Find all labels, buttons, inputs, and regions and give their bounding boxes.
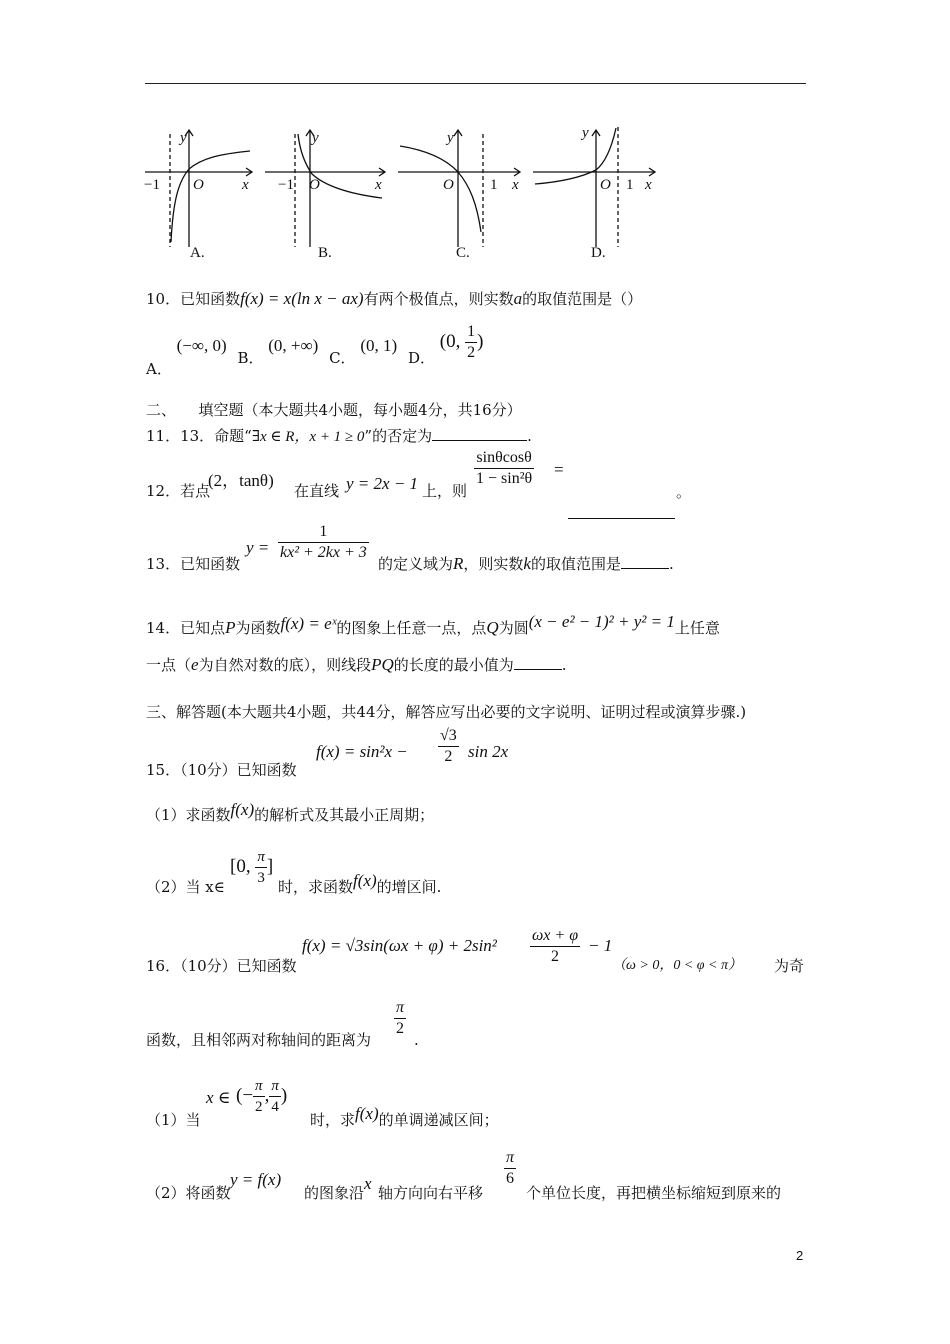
q10-opt-d-den: 2 [467, 344, 476, 361]
q16-p2x: x [364, 1174, 372, 1193]
q13-num: 1 [278, 522, 369, 543]
q16-p1-rest [310, 1104, 499, 1130]
q10-opt-d-post: ) [477, 330, 484, 352]
q10-opt-c-key: C． [329, 348, 356, 367]
q12-pre: 12．若点 [146, 482, 211, 500]
q16-p1-frac2 [269, 1076, 281, 1117]
q13-mid2: ，则实数 [463, 555, 524, 573]
q12-fraction [474, 448, 534, 489]
q13-lhs: y = [246, 538, 270, 557]
q16-p2a: （2）将函数 [146, 1184, 231, 1202]
q15-int-post: ] [266, 855, 274, 877]
graph-d-x: x [645, 177, 652, 193]
graph-c-x: x [512, 177, 519, 193]
q16-p1-interval [236, 1076, 287, 1117]
graph-d-origin: O [600, 177, 611, 193]
q15-p2-rest [278, 871, 442, 897]
q16-p2f: y = f(x) [230, 1170, 282, 1189]
q16-func-a: f(x) = √3sin(ωx + φ) + 2sin² [302, 936, 497, 955]
q14-pq: PQ [371, 655, 394, 674]
question-11 [146, 426, 532, 447]
q13-mid: 的定义域为 [378, 555, 454, 573]
q12-blank[interactable] [568, 500, 675, 519]
q10-opt-d-num: 1 [465, 322, 477, 343]
q16-pi-den: 2 [396, 1020, 404, 1037]
question-10-options [146, 323, 484, 378]
q15-num: √3 [438, 726, 459, 747]
section-3-heading: 三、解答题(本大题共4小题，共44分，解答应写出必要的文字说明、证明过程或演算步骤.) [146, 703, 747, 721]
q14-end: . [561, 656, 567, 674]
q16-cond: （ω > 0，0 < φ < π） [612, 958, 742, 973]
q14-mid3: 为圆 [498, 619, 529, 637]
graph-a-y: y [180, 130, 187, 146]
q11-end: . [527, 427, 532, 445]
q13-den: kx² + 2kx + 3 [280, 544, 367, 561]
q16-pi-frac [394, 998, 406, 1039]
q14-pre: 14．已知点 [146, 619, 226, 637]
q16-p2b: 的图象沿 [304, 1184, 365, 1202]
graph-b-origin: O [309, 177, 320, 193]
q16-frac [530, 926, 580, 967]
q12-den: 1 − sin²θ [476, 470, 533, 487]
answer-graphs [140, 122, 660, 267]
q13-fraction [278, 522, 369, 563]
q10-tail: 的取值范围是（） [522, 290, 643, 308]
graph-b-x: x [375, 177, 382, 193]
q12-point: (2，tanθ) [208, 471, 274, 490]
q16-p2e: 个单位长度，再把横坐标缩短到原来的 [526, 1184, 782, 1202]
graph-d [533, 127, 655, 247]
q15-part1 [146, 800, 435, 825]
q16-p1a: （1）当 [146, 1111, 201, 1129]
graph-a-origin: O [193, 177, 204, 193]
q11-tail: ”的否定为 [364, 427, 433, 445]
q14-mid2: 的图象上任意一点，点 [336, 619, 487, 637]
q16-p2-frac [504, 1148, 516, 1189]
q10-number: 10．已知函数 [146, 290, 241, 308]
q10-opt-d-key: D． [407, 348, 435, 367]
q15-func-b: sin 2x [468, 742, 509, 761]
graph-a-label: A. [190, 245, 205, 261]
q11-blank[interactable] [432, 440, 527, 441]
graph-d-y: y [582, 125, 589, 141]
q15-int-frac [255, 847, 267, 888]
q16-l2b: . [414, 1031, 419, 1049]
q10-opt-d [439, 323, 484, 361]
q16-p2-num: π [504, 1148, 516, 1169]
q16-p1-d2: 4 [271, 1099, 279, 1115]
q14-p: P [225, 618, 236, 637]
q15-p2b: 时，求函数 [278, 878, 354, 896]
q16-den: 2 [551, 948, 560, 965]
q16-func-b: − 1 [588, 936, 613, 955]
q14-circle: (x − e² − 1)² + y² = 1 [528, 612, 675, 631]
q13-tail: 的取值范围是 [530, 555, 621, 573]
graph-c-one: 1 [490, 177, 498, 193]
graph-c-y: y [447, 130, 454, 146]
q15-den: 2 [444, 748, 453, 765]
question-14-line2 [146, 655, 567, 675]
q13-k: k [523, 554, 531, 573]
q16-tail: 为奇 [774, 957, 805, 975]
q15-int-den: 3 [257, 870, 265, 886]
q15-p1b: 的解析式及其最小正周期； [254, 806, 435, 824]
q13-blank[interactable] [621, 568, 669, 569]
q13-rest [378, 554, 674, 574]
q15-int-num: π [255, 847, 267, 868]
graph-c-origin: O [443, 177, 454, 193]
graph-a-neg-one: −1 [144, 177, 160, 193]
q16-p1-mid: , [264, 1084, 270, 1106]
q15-interval [230, 847, 273, 888]
graph-a-x: x [242, 177, 249, 193]
q14-l2c: 的长度的最小值为 [393, 656, 514, 674]
q16-p1-frac1 [253, 1076, 265, 1117]
q16-p1-n1: π [253, 1076, 265, 1097]
q15-int-pre: [0, [230, 855, 256, 877]
q11-expr: ∃x ∈ R，x + 1 ≥ 0 [251, 429, 365, 445]
q12-num: sinθcosθ [474, 448, 534, 469]
q12-eq: = [554, 460, 564, 479]
q16-fx: f(x) [355, 1104, 379, 1123]
q14-blank[interactable] [514, 669, 562, 670]
q12-line: y = 2x − 1 [346, 474, 419, 493]
q10-function: f(x) = x(ln x − ax) [240, 289, 364, 308]
q16-pre: 16．（10分）已知函数 [146, 957, 297, 975]
graph-c-label: C. [456, 245, 470, 261]
q16-p1-int-a: (− [236, 1084, 254, 1106]
graph-b-y: y [312, 130, 319, 146]
page-number: 2 [796, 1248, 804, 1263]
header-rule [145, 83, 806, 84]
q12-end: 。 [676, 483, 692, 501]
q15-p2c: 的增区间. [376, 878, 442, 896]
q13-end: . [668, 555, 674, 573]
q10-opt-d-pre: (0, [439, 330, 466, 352]
q14-func: f(x) = eˣ [280, 614, 337, 633]
q16-p2c: 轴方向向右平移 [378, 1184, 484, 1202]
q10-opt-a-key: A． [146, 360, 172, 378]
q14-mid1: 为函数 [235, 619, 281, 637]
graph-b-label: B. [318, 245, 332, 261]
q15-fx2: f(x) [353, 871, 377, 890]
q15-frac [438, 726, 459, 767]
q15-func-a: f(x) = sin²x − [316, 742, 408, 761]
section-2-heading: 二、 填空题（本大题共4小题，每小题4分，共16分） [146, 401, 522, 419]
q16-p1-d1: 2 [255, 1099, 263, 1115]
q13-pre: 13．已知函数 [146, 555, 241, 573]
question-14-line1 [146, 612, 720, 638]
q12-mid2: 上，则 [422, 482, 468, 500]
q16-pi-num: π [394, 998, 406, 1019]
q12-mid1: 在直线 [294, 482, 340, 500]
q14-q: Q [486, 618, 499, 637]
graph-d-one: 1 [626, 177, 634, 193]
question-10 [146, 289, 642, 309]
q13-r: R [453, 554, 464, 573]
graph-b-neg-one: −1 [278, 177, 294, 193]
q16-l2a: 函数，且相邻两对称轴间的距离为 [146, 1031, 372, 1049]
q15-fx: f(x) [230, 800, 255, 819]
q14-l2b: 为自然对数的底），则线段 [198, 656, 372, 674]
q16-p1b: 时，求 [310, 1111, 356, 1129]
q14-e: e [191, 655, 199, 674]
q16-num: ωx + φ [530, 926, 580, 947]
q10-var: a [513, 289, 523, 308]
q16-p1-n2: π [269, 1076, 281, 1097]
q10-opt-c: (0, 1) [360, 335, 398, 355]
graph-d-label: D. [591, 245, 606, 261]
q14-tail1: 上任意 [674, 619, 720, 637]
q10-opt-b: (0, +∞) [268, 335, 319, 355]
q16-p1x: x ∈ [206, 1088, 231, 1107]
q15-pre: 15．（10分）已知函数 [146, 761, 297, 779]
q16-p1-int-b: ) [280, 1084, 288, 1106]
q11-pre: 11．13．命题“ [146, 427, 252, 445]
q16-p1c: 的单调递减区间； [378, 1111, 499, 1129]
q10-opt-b-key: B． [237, 348, 264, 367]
q16-p2-den: 6 [506, 1170, 514, 1187]
q15-p2a: （2）当 x∈ [146, 878, 225, 896]
graph-c [398, 130, 520, 247]
q15-p1a: （1）求函数 [146, 806, 231, 824]
q10-mid: 有两个极值点，则实数 [363, 290, 514, 308]
q10-opt-a: (−∞, 0) [176, 335, 227, 355]
q14-l2a: 一点（ [146, 656, 192, 674]
q10-opt-d-frac [465, 322, 477, 363]
